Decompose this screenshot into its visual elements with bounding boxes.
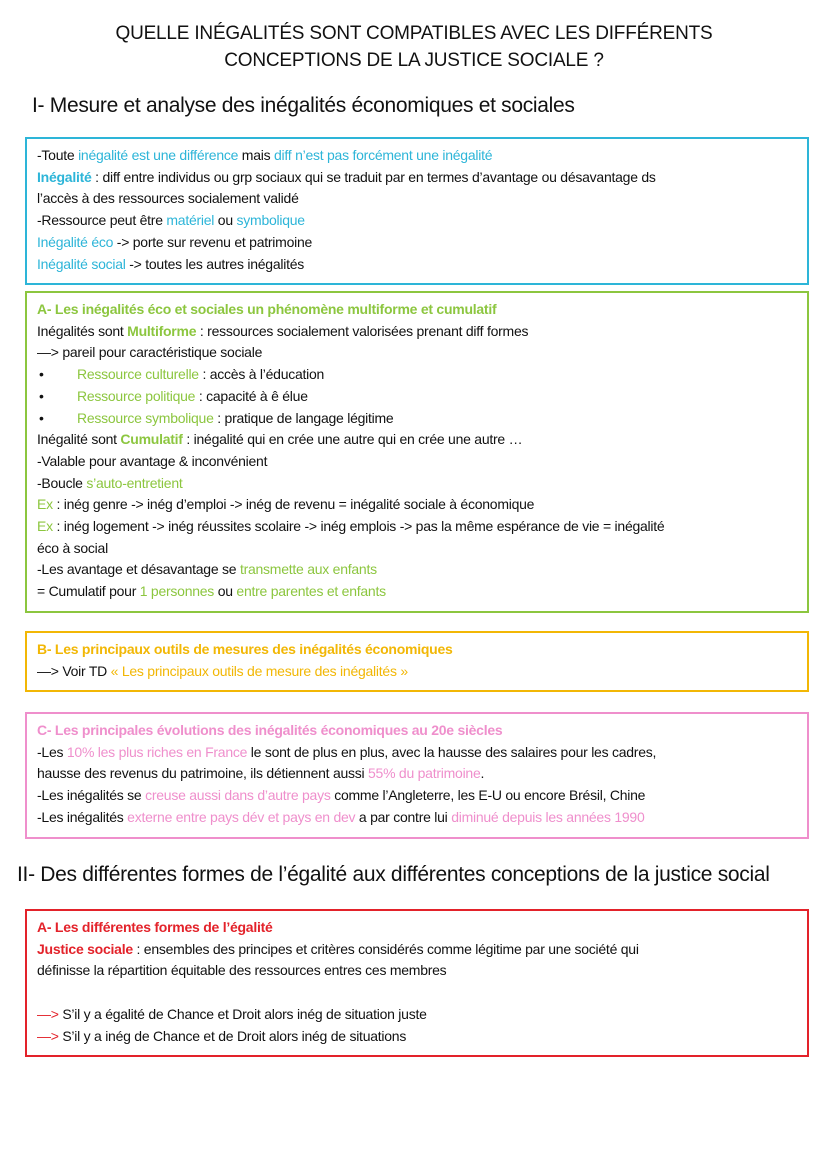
text-line (37, 364, 797, 386)
text: définisse la répartition équitable des ressources entres ces membres (37, 962, 447, 979)
highlighted-text: A- Les différentes formes de l’égalité (37, 919, 273, 935)
text: Inégalité sont (37, 431, 121, 448)
text-line (37, 785, 797, 807)
text-line (37, 720, 797, 742)
text: S’il y a égalité de Chance et Droit alors inég de situation juste (58, 1005, 427, 1022)
text: éco à social (37, 539, 108, 556)
text-line (37, 661, 797, 683)
highlighted-text: matériel (166, 212, 215, 229)
text-line (37, 917, 797, 939)
text: -Boucle (37, 474, 87, 491)
text: . (480, 765, 485, 782)
bullet-icon: • (39, 409, 44, 426)
text: -Les inégalités se (37, 787, 146, 804)
highlighted-text: « Les principaux outils de mesure des inégalités » (110, 662, 408, 679)
text-line (37, 145, 797, 167)
box-section-b (25, 631, 809, 692)
text-line (37, 939, 797, 961)
text: ou (214, 212, 237, 229)
highlighted-text: Ex (37, 496, 53, 513)
text-line (37, 559, 797, 581)
text-line (37, 386, 797, 408)
heading-part-2: II- Des différentes formes de l’égalité aux différentes conceptions de la justice social (17, 863, 770, 886)
highlighted-text: 10% les plus riches en France (66, 743, 248, 760)
highlighted-text: Justice sociale (37, 940, 133, 957)
text: -Ressource peut être (37, 212, 167, 229)
highlighted-text: creuse aussi dans d’autre pays (145, 787, 331, 804)
text-line (37, 982, 797, 1004)
text-line (37, 342, 797, 364)
highlighted-text: 1 personnes (139, 583, 215, 600)
text-line (37, 299, 797, 321)
text-line (37, 581, 797, 603)
text: -Les avantage et désavantage se (37, 561, 240, 578)
text: —> Voir TD (37, 662, 111, 679)
text-line (37, 1026, 797, 1048)
highlighted-text: C- Les principales évolutions des inégalités économiques au 20e siècles (37, 722, 503, 738)
box-section-a (25, 291, 809, 613)
text: : diff entre individus ou grp sociaux qui se traduit par en termes d’avantage ou désavantage ds (91, 168, 656, 185)
bullet-icon: • (39, 387, 44, 404)
box-section-c (25, 712, 809, 839)
title-line: CONCEPTIONS DE LA JUSTICE SOCIALE ? (224, 50, 604, 71)
text: : ressources socialement valorisées prenant diff formes (196, 322, 529, 339)
text-line (37, 451, 797, 473)
box-definitions (25, 137, 809, 285)
text-line (37, 473, 797, 495)
highlighted-text: Inégalité social (37, 255, 126, 272)
highlighted-text: 55% du patrimoine (368, 765, 481, 782)
text-line (37, 167, 797, 189)
text: -Les (37, 743, 67, 760)
text: : accès à l’éducation (198, 366, 325, 383)
text: : capacité à ê élue (195, 387, 308, 404)
title-line: QUELLE INÉGALITÉS SONT COMPATIBLES AVEC LES DIFFÉRENTS (115, 23, 713, 44)
text: S’il y a inég de Chance et de Droit alors inég de situations (58, 1027, 407, 1044)
highlighted-text: symbolique (236, 212, 305, 229)
text-line (37, 210, 797, 232)
text-line (37, 321, 797, 343)
text-line (37, 232, 797, 254)
highlighted-text: Ressource culturelle (77, 366, 199, 383)
highlighted-text: transmette aux enfants (239, 561, 377, 578)
text-line (37, 807, 797, 829)
text-line (37, 742, 797, 764)
highlighted-text: A- Les inégalités éco et sociales un phénomène multiforme et cumulatif (37, 301, 497, 317)
box-section-ii-a (25, 909, 809, 1057)
text: : inég genre -> inég d’emploi -> inég de revenu = inégalité sociale à économique (52, 496, 535, 513)
text: comme l’Angleterre, les E-U ou encore Brésil, Chine (330, 787, 646, 804)
text: a par contre lui (355, 808, 452, 825)
document-title (0, 20, 828, 74)
text-line (37, 960, 797, 982)
text: -Valable pour avantage & inconvénient (37, 452, 268, 469)
highlighted-text: Multiforme (127, 322, 197, 339)
text: -> porte sur revenu et patrimoine (113, 233, 313, 250)
highlighted-text: Cumulatif (120, 431, 183, 448)
highlighted-text: diff n’est pas forcément une inégalité (274, 147, 493, 163)
text: le sont de plus en plus, avec la hausse des salaires pour les cadres, (247, 743, 657, 760)
heading-part-1: I- Mesure et analyse des inégalités économiques et sociales (32, 94, 575, 117)
text: -> toutes les autres inégalités (125, 255, 305, 272)
highlighted-text: Ressource politique (77, 387, 196, 404)
highlighted-text: inégalité est une différence (78, 147, 239, 163)
text-line (37, 188, 797, 210)
text: -Toute (37, 147, 79, 163)
text-line (37, 1004, 797, 1026)
text: ou (214, 583, 237, 600)
text-line (37, 763, 797, 785)
text: : pratique de langage légitime (213, 409, 394, 426)
text: mais (238, 147, 274, 163)
highlighted-text: Ex (37, 518, 53, 535)
text-line (37, 494, 797, 516)
highlighted-text: s’auto-entretient (86, 474, 183, 491)
highlighted-text: externe entre pays dév et pays en dev (127, 808, 356, 825)
text: = Cumulatif pour (37, 583, 140, 600)
text: l’accès à des ressources socialement validé (37, 190, 299, 207)
text: : inég logement -> inég réussites scolaire -> inég emplois -> pas la même espérance de vie = inégalité (52, 518, 665, 535)
highlighted-text: entre parentes et enfants (236, 583, 386, 600)
text: -Les inégalités (37, 808, 128, 825)
text-line (37, 639, 797, 661)
highlighted-text: Inégalité (37, 168, 92, 185)
text: : inégalité qui en crée une autre qui en crée une autre … (182, 431, 523, 448)
highlighted-text: Ressource symbolique (77, 409, 214, 426)
text-line (37, 516, 797, 538)
text-line (37, 254, 797, 276)
highlighted-text: diminué depuis les années 1990 (451, 808, 645, 825)
highlighted-text: Inégalité éco (37, 233, 114, 250)
text: hausse des revenus du patrimoine, ils détiennent aussi (37, 765, 369, 782)
text: Inégalités sont (37, 322, 128, 339)
highlighted-text: B- Les principaux outils de mesures des inégalités économiques (37, 641, 453, 657)
text: : ensembles des principes et critères considérés comme légitime par une société qui (132, 940, 639, 957)
highlighted-text: —> (37, 1005, 59, 1022)
text-line (37, 408, 797, 430)
text-line (37, 429, 797, 451)
bullet-icon: • (39, 366, 44, 383)
text: —> pareil pour caractéristique sociale (37, 344, 263, 361)
highlighted-text: —> (37, 1027, 59, 1044)
text-line (37, 538, 797, 560)
